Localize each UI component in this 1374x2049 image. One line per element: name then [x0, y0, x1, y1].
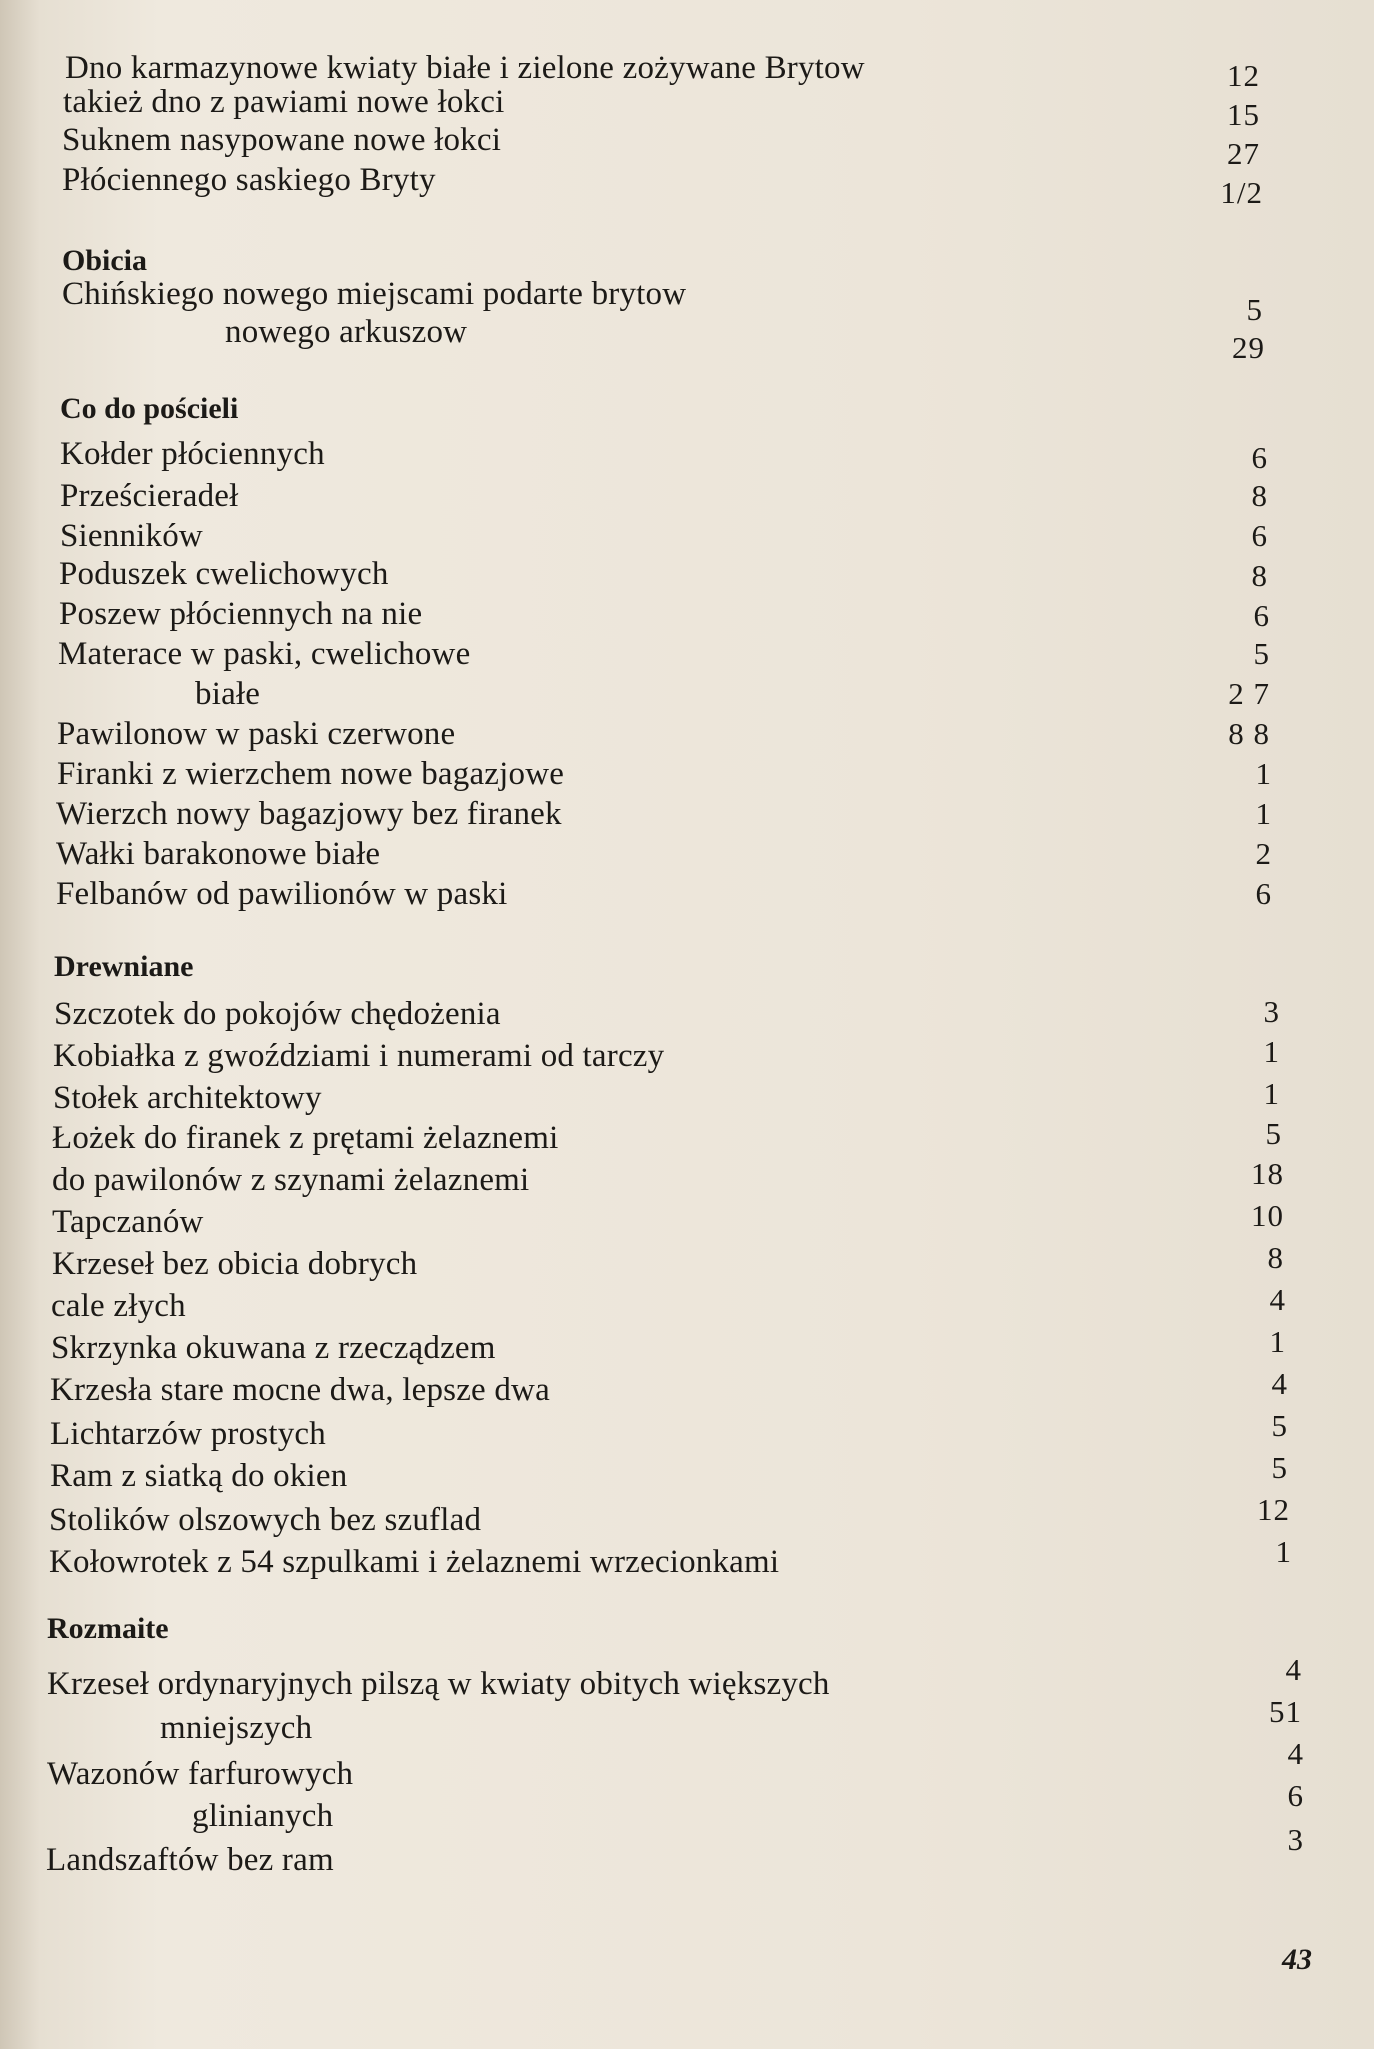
item-label: Szczotek do pokojów chędożenia [54, 995, 501, 1032]
item-label: Kobiałka z gwoździami i numerami od tarczy [53, 1037, 665, 1074]
item-label: Kołder płóciennych [60, 435, 325, 472]
item-label: Suknem nasypowane nowe łokci [62, 121, 502, 158]
item-quantity: 6 [1251, 440, 1268, 475]
list-item [47, 1664, 830, 1704]
section-heading-drewniane: Drewniane [54, 950, 194, 983]
section-heading-obicia: Obicia [62, 244, 148, 277]
item-label: białe [195, 675, 261, 712]
item-label: Poduszek cwelichowych [59, 555, 389, 592]
item-label: Felbanów od pawilionów w paski [56, 875, 508, 912]
item-label: Wazonów farfurowych [47, 1755, 354, 1792]
item-label: Stołek architektowy [53, 1079, 322, 1116]
item-label: Poszew płóciennych na nie [59, 595, 423, 632]
item-quantity: 5 [1271, 1450, 1288, 1485]
list-item [60, 516, 203, 556]
list-item [62, 274, 686, 314]
item-label: Materace w paski, cwelichowe [58, 635, 471, 672]
list-item [62, 160, 436, 200]
item-quantity: 5 [1271, 1408, 1288, 1443]
item-quantity: 5 [1253, 636, 1270, 671]
item-quantity: 6 [1287, 1778, 1304, 1813]
item-quantity: 8 [1251, 478, 1268, 513]
item-quantity: 2 7 [1228, 676, 1270, 711]
item-label: Płóciennego saskiego Bryty [62, 161, 436, 198]
list-item [57, 754, 564, 794]
item-quantity: 12 [1257, 1492, 1290, 1527]
item-quantity: 5 [1265, 1116, 1282, 1151]
list-item [59, 554, 389, 594]
item-quantity: 12 [1227, 58, 1260, 93]
list-item [50, 1414, 326, 1454]
list-item [46, 1840, 334, 1880]
item-quantity: 15 [1227, 97, 1260, 132]
list-item [51, 1328, 496, 1368]
item-label: Tapczanów [52, 1203, 204, 1240]
item-label: Kołowrotek z 54 szpulkami i żelaznemi wrzecionkami [49, 1543, 780, 1580]
item-quantity: 29 [1232, 330, 1265, 365]
section-heading-poscieli: Co do pościeli [60, 392, 239, 425]
item-quantity: 4 [1269, 1282, 1286, 1317]
item-label: cale złych [51, 1287, 186, 1324]
item-quantity: 27 [1227, 136, 1260, 171]
list-item [54, 994, 501, 1034]
item-label: Krzeseł bez obicia dobrych [52, 1245, 418, 1282]
list-item [53, 1036, 664, 1076]
item-label: Ram z siatką do okien [50, 1457, 348, 1494]
list-item [60, 476, 239, 516]
item-quantity: 1 [1275, 1534, 1292, 1569]
item-label: Dno karmazynowe kwiaty białe i zielone zożywane Brytow [65, 49, 865, 86]
item-label: mniejszych [160, 1709, 313, 1746]
item-label: Wałki barakonowe białe [56, 835, 381, 872]
list-item [50, 1456, 347, 1496]
list-item [60, 434, 325, 474]
item-quantity: 6 [1253, 598, 1270, 633]
list-item [49, 1542, 779, 1582]
list-item [50, 1370, 550, 1410]
list-item [52, 1202, 204, 1242]
item-label: Krzesła stare mocne dwa, lepsze dwa [50, 1371, 550, 1408]
item-quantity: 4 [1285, 1652, 1302, 1687]
list-item [195, 674, 260, 714]
section-heading-rozmaite: Rozmaite [47, 1612, 169, 1645]
item-quantity: 51 [1269, 1694, 1302, 1729]
item-quantity: 2 [1255, 836, 1272, 871]
item-quantity: 4 [1287, 1736, 1304, 1771]
item-quantity: 8 [1267, 1240, 1284, 1275]
item-quantity: 1/2 [1220, 175, 1263, 210]
item-quantity: 3 [1287, 1822, 1304, 1857]
list-item [52, 1118, 559, 1158]
list-item [56, 834, 380, 874]
item-label: glinianych [192, 1797, 334, 1834]
item-quantity: 5 [1246, 292, 1263, 327]
item-quantity: 6 [1255, 876, 1272, 911]
list-item [57, 714, 455, 754]
item-label: Krzeseł ordynaryjnych pilszą w kwiaty obitych większych [47, 1665, 830, 1702]
item-quantity: 10 [1251, 1198, 1284, 1233]
list-item [59, 594, 422, 634]
list-item [53, 1078, 322, 1118]
list-item [52, 1244, 417, 1284]
item-quantity: 1 [1269, 1324, 1286, 1359]
item-quantity: 6 [1251, 518, 1268, 553]
list-item [225, 312, 467, 352]
list-item [47, 1754, 353, 1794]
list-item [51, 1286, 186, 1326]
item-label: Skrzynka okuwana z rzecządzem [51, 1329, 496, 1366]
list-item [192, 1796, 333, 1836]
item-quantity: 8 [1251, 558, 1268, 593]
item-label: Prześcieradeł [60, 477, 239, 514]
item-label: do pawilonów z szynami żelaznemi [52, 1161, 530, 1198]
item-label: Sienników [60, 517, 203, 554]
list-item [63, 82, 504, 122]
item-label: Pawilonow w paski czerwone [57, 715, 456, 752]
item-label: Łożek do firanek z prętami żelaznemi [52, 1119, 559, 1156]
list-item [52, 1160, 529, 1200]
item-quantity: 3 [1263, 994, 1280, 1029]
item-quantity: 4 [1271, 1366, 1288, 1401]
list-item [56, 794, 562, 834]
page-number: 43 [1282, 1943, 1312, 1976]
item-quantity: 1 [1263, 1076, 1280, 1111]
item-quantity: 18 [1251, 1156, 1284, 1191]
item-label: Chińskiego nowego miejscami podarte brytow [62, 275, 687, 312]
item-quantity: 1 [1255, 756, 1272, 791]
item-label: Firanki z wierzchem nowe bagazjowe [57, 755, 565, 792]
item-label: Landszaftów bez ram [46, 1841, 334, 1878]
item-label: nowego arkuszow [225, 313, 468, 350]
list-item [56, 874, 507, 914]
list-item [58, 634, 470, 674]
item-label: Wierzch nowy bagazjowy bez firanek [56, 795, 562, 832]
item-label: takież dno z pawiami nowe łokci [63, 83, 505, 120]
item-quantity: 8 8 [1228, 716, 1270, 751]
item-quantity: 1 [1255, 796, 1272, 831]
item-quantity: 1 [1263, 1034, 1280, 1069]
list-item [62, 120, 501, 160]
item-label: Lichtarzów prostych [50, 1415, 326, 1452]
list-item [160, 1708, 312, 1748]
list-item [49, 1500, 481, 1540]
item-label: Stolików olszowych bez szuflad [49, 1501, 482, 1538]
